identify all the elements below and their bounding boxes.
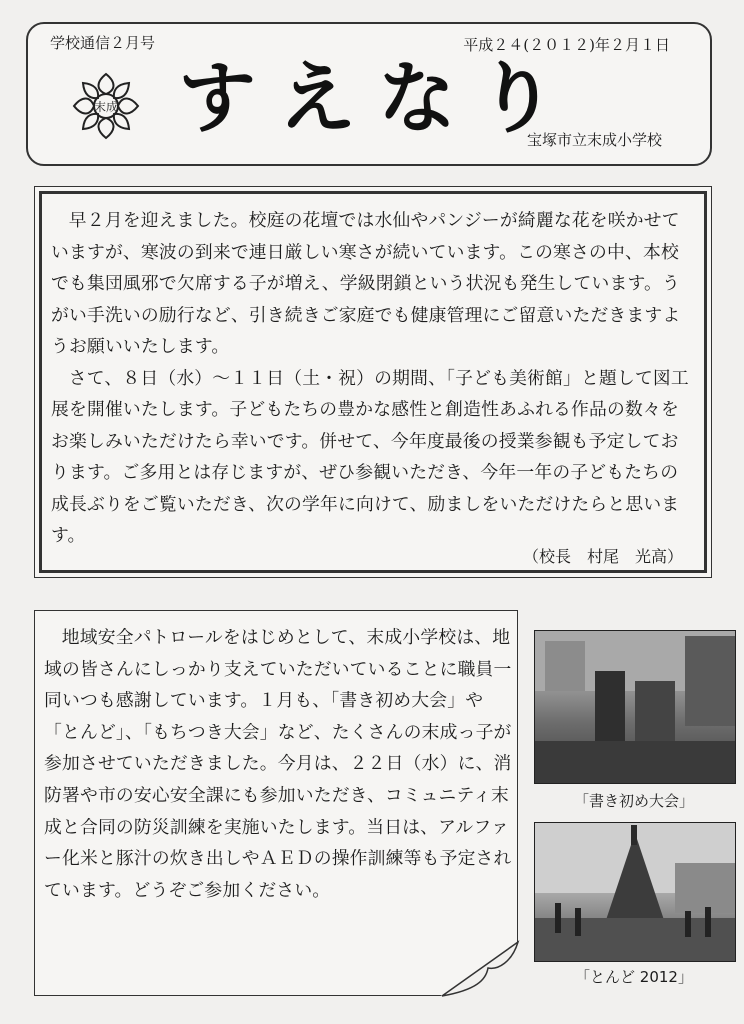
principal-signature: （校長 村尾 光高） xyxy=(522,547,683,566)
message-paragraph-1: 早２月を迎えました。校庭の花壇では水仙やパンジーが綺麗な花を咲かせていますが、寒波の到来で連日厳しい寒さが続いています。この寒さの中、本校でも集団風邪で欠席する子が増え、学級閉鎖という状況も発生しています。うがい手洗いの励行など、引き続きご家庭でも健康管理にご留意いただきますようお願いいたします。 xyxy=(51,210,681,357)
calligraphy-contest-photo xyxy=(534,630,736,784)
note-paragraph: 地域安全パトロールをはじめとして、末成小学校は、地域の皆さんにしっかり支えていただいていることに職員一同いつも感謝しています。１月も、「書き初め大会」や「とんど」、「もちつき大会」など、たくさんの末成っ子が参加させていただきました。今月は、２２日（水）に、消防署や市の安心安全課にも参加いただき、コミュニティ末成と合同の防災訓練を実施いたします。当日は、アルファー化米と豚汁の炊き出しやＡＥＤの操作訓練等も予定されています。どうぞご参加ください。 xyxy=(44,627,512,901)
page-curl-icon xyxy=(440,940,520,998)
emblem-text: 末成 xyxy=(93,100,119,114)
school-emblem-icon xyxy=(68,68,144,144)
newsletter-title: すえなり xyxy=(178,54,579,144)
photo-caption-2: 「とんど 2012」 xyxy=(575,968,693,986)
tondo-festival-photo xyxy=(534,822,736,962)
photo-caption-1: 「書き初め大会」 xyxy=(573,792,694,810)
school-name: 宝塚市立末成小学校 xyxy=(526,131,662,149)
principal-message-box xyxy=(34,186,712,578)
community-note-text xyxy=(44,622,514,906)
newsletter-header xyxy=(26,22,712,166)
message-paragraph-2: さて、８日（水）～１１日（土・祝）の期間、「子ども美術館」と題して図工展を開催いたします。子どもたちの豊かな感性と創造性あふれる作品の数々をお楽しみいただけたら幸いです。併せて、今年度最後の授業参観も予定しております。ご多用とは存じますが、ぜひ参観いただき、今年一年の子どもたちの成長ぶりをご覧いただき、次の学年に向けて、励ましをいただけたらと思います。 xyxy=(51,367,689,546)
issue-label: 学校通信２月号 xyxy=(50,34,156,52)
principal-message-text xyxy=(51,205,691,552)
issue-date: 平成２４(２０１２)年２月１日 xyxy=(463,36,670,54)
